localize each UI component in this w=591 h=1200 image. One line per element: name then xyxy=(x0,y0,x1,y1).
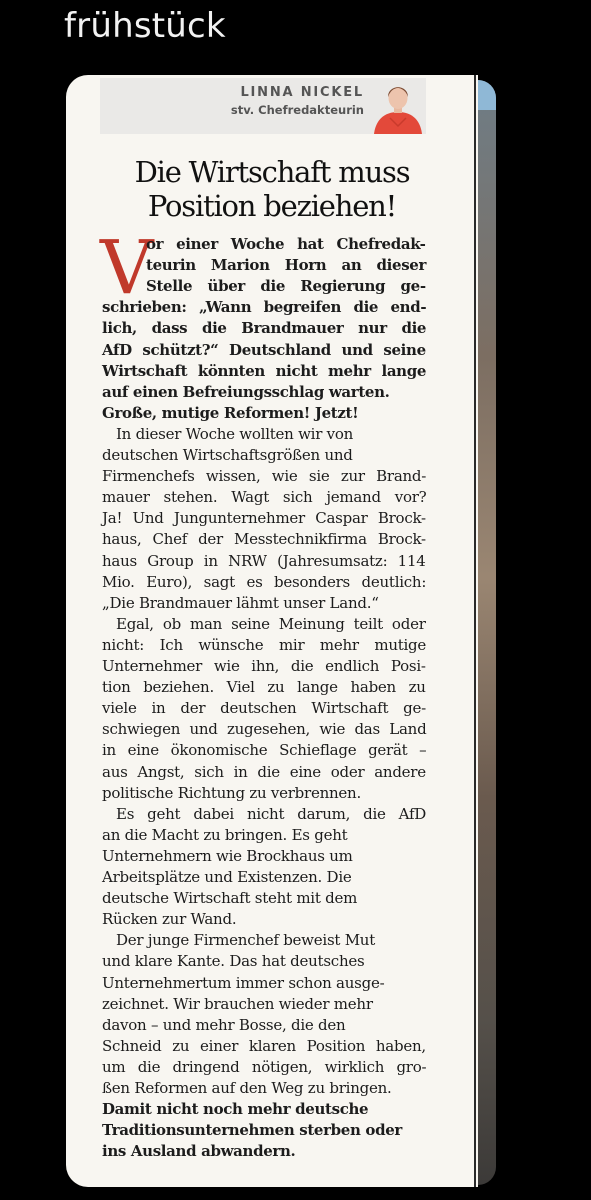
author-photo xyxy=(370,78,426,134)
author-role: stv. Chefredakteurin xyxy=(230,103,364,117)
author-name: LINNA NICKEL xyxy=(240,85,364,100)
article-text-line: Schneid zu einer klaren Position haben, xyxy=(102,1036,426,1055)
article-headline-line: Die Wirtschaft muss xyxy=(134,155,410,189)
article-text-line: viele in der deutschen Wirtschaft ge- xyxy=(102,699,426,718)
article-text-line: Firmenchefs wissen, wie sie zur Brand- xyxy=(102,467,427,486)
article-text-line: Stelle über die Regierung ge- xyxy=(146,277,426,296)
article-text-line: um die dringend nötigen, wirklich gro- xyxy=(102,1057,427,1076)
clipping-edge xyxy=(474,75,476,1187)
article-text-line: or einer Woche hat Chefredak- xyxy=(146,235,426,253)
article-text-line: „Die Brandmauer lähmt unser Land.“ xyxy=(102,593,379,612)
article-text-line: in eine ökonomische Schieflage gerät – xyxy=(102,741,427,760)
article-text-line: mauer stehen. Wagt sich jemand vor? xyxy=(102,488,427,507)
article-text-line: AfD schützt?“ Deutschland und seine xyxy=(102,340,426,359)
article-text-line: schwiegen und zugesehen, wie das Land xyxy=(102,720,427,739)
article-text-line: Wirtschaft könnten nicht mehr lange xyxy=(102,361,427,380)
article-text-line: haus Group in NRW (Jahresumsatz: 114 xyxy=(102,551,426,570)
article-text-line: teurin Marion Horn an dieser xyxy=(146,256,427,275)
article-text-line: Rücken zur Wand. xyxy=(102,910,237,929)
article-headline-line: Position beziehen! xyxy=(147,189,397,223)
article-text-line: Ja! Und Jungunternehmer Caspar Brock- xyxy=(102,509,426,528)
article-text-line: Unternehmertum immer schon ausge- xyxy=(102,973,385,992)
article-text-line: deutschen Wirtschaftsgrößen und xyxy=(102,446,353,464)
article-text-line: lich, dass die Brandmauer nur die xyxy=(102,319,427,338)
article-text-line: politische Richtung zu verbrennen. xyxy=(102,783,361,802)
article-text-line: Arbeitsplätze und Existenzen. Die xyxy=(102,868,352,886)
article-text-line: ins Ausland abwandern. xyxy=(102,1142,296,1161)
article-text-line: nicht: Ich wünsche mir mehr mutige xyxy=(102,635,427,654)
article-text-line: Mio. Euro), sagt es besonders deutlich: xyxy=(102,572,427,591)
article-text-line: In dieser Woche wollten wir von xyxy=(116,424,354,443)
article-text-line: aus Angst, sich in die eine oder andere xyxy=(102,762,426,781)
article-text-line: haus, Chef der Messtechnikfirma Brock- xyxy=(102,530,426,549)
article-text-line: Traditionsunternehmen sterben oder xyxy=(102,1121,402,1140)
article-text-line: Unternehmern wie Brockhaus um xyxy=(102,846,353,865)
article-text-line: Es geht dabei nicht darum, die AfD xyxy=(116,804,427,823)
article-text-line: schrieben: „Wann begreifen die end- xyxy=(102,298,427,317)
drop-cap: V xyxy=(100,225,154,311)
author-box xyxy=(100,78,426,134)
newspaper-clipping xyxy=(66,75,478,1187)
article-text-line: zeichnet. Wir brauchen wieder mehr xyxy=(102,994,373,1013)
article-text-line: tion beziehen. Viel zu lange haben zu xyxy=(102,678,426,697)
story-caption: frühstück xyxy=(64,6,226,46)
article-text-line: Große, mutige Reformen! Jetzt! xyxy=(102,403,359,422)
article-text-line: ßen Reformen auf den Weg zu bringen. xyxy=(102,1079,392,1097)
article-text-line: deutsche Wirtschaft steht mit dem xyxy=(102,889,358,908)
article-text-line: Damit nicht noch mehr deutsche xyxy=(102,1100,369,1119)
article-text-line: Der junge Firmenchef beweist Mut xyxy=(116,931,375,950)
article-text-line: Egal, ob man seine Meinung teilt oder xyxy=(116,614,426,633)
article-text-line: an die Macht zu bringen. Es geht xyxy=(102,825,348,844)
article-text-line: und klare Kante. Das hat deutsches xyxy=(102,952,365,971)
article-text-line: davon – und mehr Bosse, die den xyxy=(102,1015,346,1034)
article-text-line: Unternehmer wie ihn, die endlich Posi- xyxy=(102,657,426,675)
article-text-line: auf einen Befreiungsschlag warten. xyxy=(102,382,390,401)
